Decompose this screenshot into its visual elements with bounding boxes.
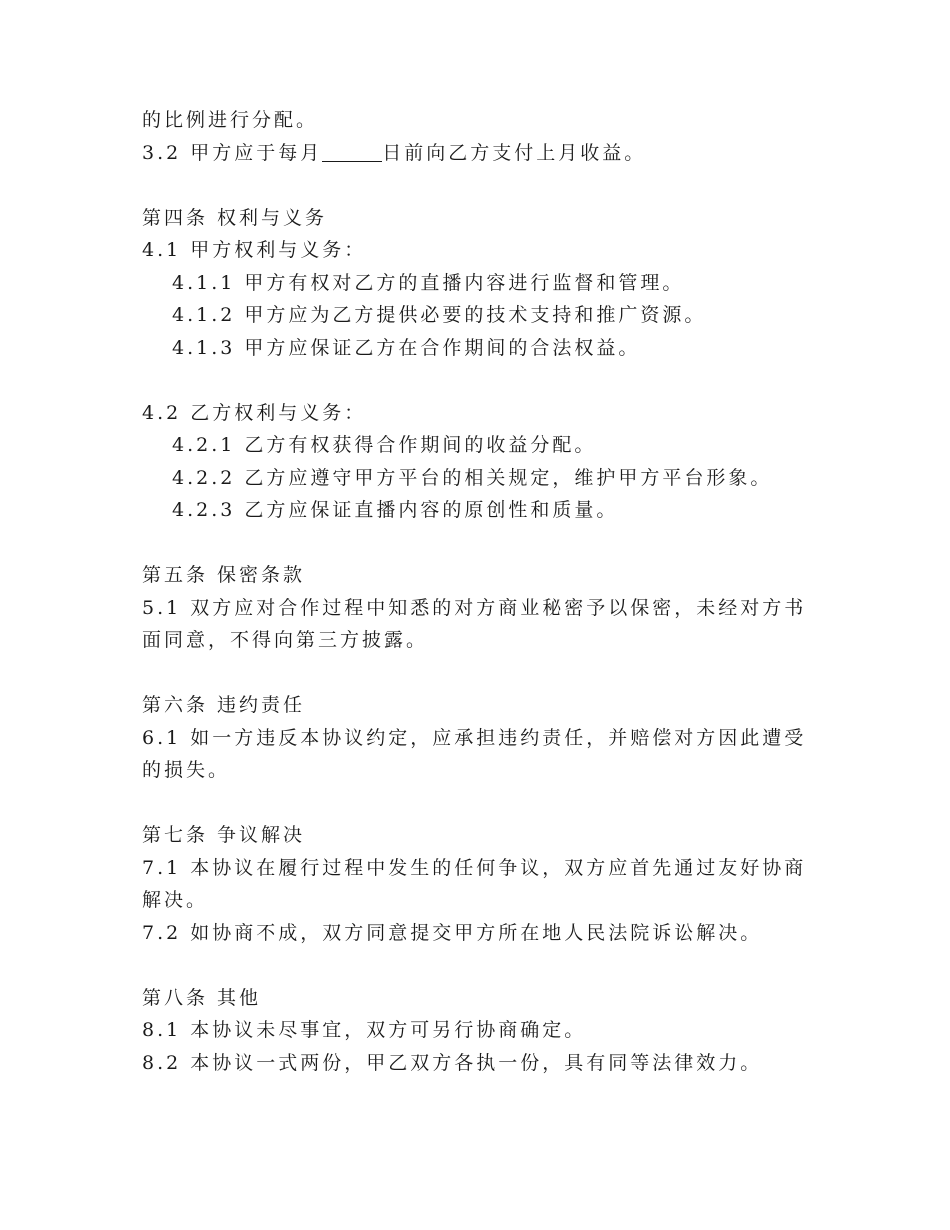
article-5-title: 第五条 保密条款 bbox=[142, 564, 306, 586]
clause-text: 的比例进行分配。 bbox=[142, 109, 319, 131]
article-4-title: 第四条 权利与义务 bbox=[142, 206, 328, 229]
spacer bbox=[142, 169, 822, 202]
document-page bbox=[142, 104, 822, 1079]
clause-4-1: 4.1 甲方权利与义务： bbox=[142, 239, 367, 261]
clause-text: 日前向乙方支付上月收益。 bbox=[382, 141, 647, 164]
clause-4-1-2: 4.1.2 甲方应为乙方提供必要的技术支持和推广资源。 bbox=[172, 304, 707, 326]
spacer bbox=[142, 949, 822, 982]
clause-4-2: 4.2 乙方权利与义务： bbox=[142, 401, 367, 424]
spacer bbox=[142, 657, 822, 690]
clause-7-1-line1: 7.1 本协议在履行过程中发生的任何争议，双方应首先通过友好协商 bbox=[142, 856, 807, 879]
clause-6-1-line1: 6.1 如一方违反本协议约定，应承担违约责任，并赔偿对方因此遭受 bbox=[142, 726, 807, 749]
fill-in-blank bbox=[322, 141, 382, 162]
clause-4-1-3: 4.1.3 甲方应保证乙方在合作期间的合法权益。 bbox=[172, 336, 641, 359]
clause-5-1-line1: 5.1 双方应对合作过程中知悉的对方商业秘密予以保密，未经对方书 bbox=[142, 596, 807, 619]
clause-4-1-1: 4.1.1 甲方有权对乙方的直播内容进行监督和管理。 bbox=[172, 271, 685, 294]
article-6-title: 第六条 违约责任 bbox=[142, 694, 306, 716]
clause-4-2-1: 4.2.1 乙方有权获得合作期间的收益分配。 bbox=[172, 434, 597, 456]
clause-4-2-3: 4.2.3 乙方应保证直播内容的原创性和质量。 bbox=[172, 499, 619, 521]
clause-6-1-line2: 的损失。 bbox=[142, 759, 231, 781]
clause-text: 3.2 甲方应于每月 bbox=[142, 141, 323, 164]
clause-3-2 bbox=[142, 137, 822, 170]
article-7-title: 第七条 争议解决 bbox=[142, 824, 306, 846]
spacer bbox=[142, 787, 822, 820]
clause-7-2: 7.2 如协商不成，双方同意提交甲方所在地人民法院诉讼解决。 bbox=[142, 921, 763, 944]
clause-8-1: 8.1 本协议未尽事宜，双方可另行协商确定。 bbox=[142, 1019, 587, 1041]
spacer bbox=[142, 527, 822, 560]
spacer bbox=[142, 364, 822, 397]
clause-5-1-line2: 面同意，不得向第三方披露。 bbox=[142, 629, 429, 651]
clause-4-2-2: 4.2.2 乙方应遵守甲方平台的相关规定，维护甲方平台形象。 bbox=[172, 466, 773, 489]
clause-8-2: 8.2 本协议一式两份，甲乙双方各执一份，具有同等法律效力。 bbox=[142, 1051, 763, 1074]
article-8-title: 第八条 其他 bbox=[142, 986, 262, 1009]
clause-7-1-line2: 解决。 bbox=[142, 889, 209, 911]
